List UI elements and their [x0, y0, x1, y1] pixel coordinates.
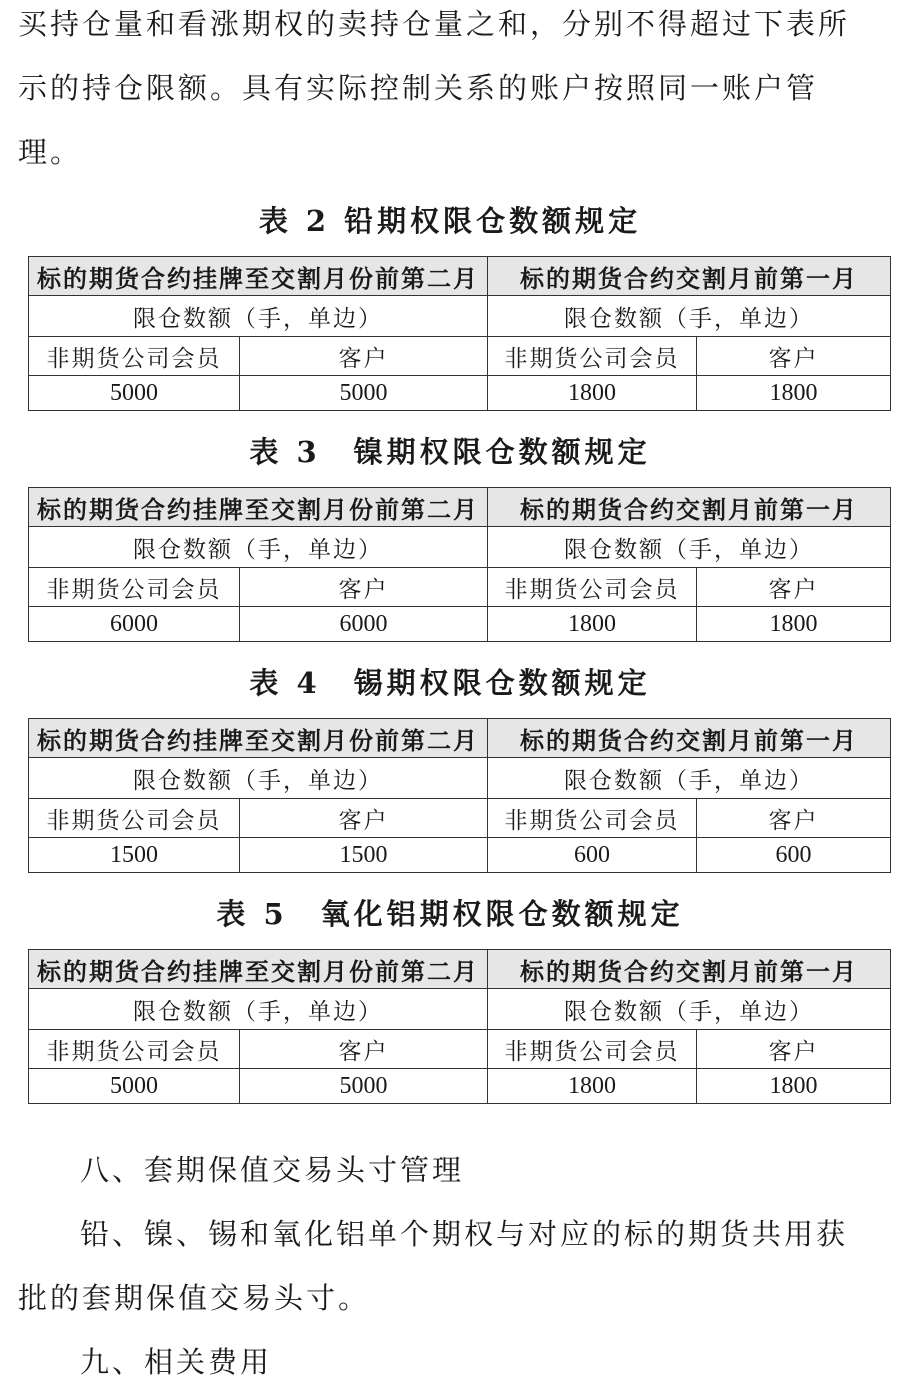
unit-cell: 限仓数额（手，单边） [29, 989, 488, 1030]
table-row [29, 989, 891, 1030]
unit-cell: 限仓数额（手，单边） [488, 989, 891, 1030]
table-row [29, 1069, 891, 1104]
intro-line-1: 买持仓量和看涨期权的卖持仓量之和，分别不得超过下表所 [18, 7, 851, 41]
column-label: 客户 [697, 799, 891, 838]
column-label: 非期货公司会员 [488, 799, 697, 838]
value-cell: 1800 [488, 607, 697, 642]
column-label: 客户 [240, 1030, 488, 1069]
column-label: 非期货公司会员 [488, 1030, 697, 1069]
table-2-lead-limits [28, 256, 891, 411]
column-label: 客户 [697, 337, 891, 376]
value-cell: 1500 [240, 838, 488, 873]
table-row [29, 719, 891, 758]
value-cell: 5000 [240, 1069, 488, 1104]
section-8-body-line-1: 铅、镍、锡和氧化铝单个期权与对应的标的期货共用获 [80, 1217, 849, 1251]
column-label: 非期货公司会员 [488, 568, 697, 607]
value-cell: 6000 [240, 607, 488, 642]
column-label: 客户 [697, 1030, 891, 1069]
unit-cell: 限仓数额（手，单边） [488, 296, 891, 337]
column-label: 客户 [240, 337, 488, 376]
table-4-tin-limits [28, 718, 891, 873]
value-cell: 6000 [29, 607, 240, 642]
header-cell: 标的期货合约挂牌至交割月份前第二月 [29, 257, 488, 296]
column-label: 客户 [240, 799, 488, 838]
table-3-nickel-limits [28, 487, 891, 642]
header-cell: 标的期货合约交割月前第一月 [488, 950, 891, 989]
value-cell: 600 [488, 838, 697, 873]
header-cell: 标的期货合约交割月前第一月 [488, 488, 891, 527]
unit-cell: 限仓数额（手，单边） [488, 527, 891, 568]
value-cell: 5000 [29, 376, 240, 411]
table-row [29, 257, 891, 296]
table-3-caption: 表 3 镍期权限仓数额规定 [249, 435, 651, 469]
unit-cell: 限仓数额（手，单边） [29, 527, 488, 568]
column-label: 非期货公司会员 [29, 799, 240, 838]
value-cell: 1800 [697, 1069, 891, 1104]
table-4-caption: 表 4 锡期权限仓数额规定 [249, 666, 651, 700]
value-cell: 5000 [29, 1069, 240, 1104]
table-5-caption: 表 5 氧化铝期权限仓数额规定 [216, 897, 684, 931]
section-9-heading: 九、相关费用 [80, 1345, 273, 1379]
table-row [29, 1030, 891, 1069]
intro-line-2: 示的持仓限额。具有实际控制关系的账户按照同一账户管 [18, 71, 819, 105]
table-row [29, 607, 891, 642]
table-row [29, 568, 891, 607]
column-label: 客户 [697, 568, 891, 607]
table-row [29, 337, 891, 376]
header-cell: 标的期货合约挂牌至交割月份前第二月 [29, 719, 488, 758]
intro-line-3: 理。 [18, 135, 83, 169]
header-cell: 标的期货合约挂牌至交割月份前第二月 [29, 488, 488, 527]
table-row [29, 488, 891, 527]
value-cell: 600 [697, 838, 891, 873]
header-cell: 标的期货合约挂牌至交割月份前第二月 [29, 950, 488, 989]
header-cell: 标的期货合约交割月前第一月 [488, 257, 891, 296]
value-cell: 1500 [29, 838, 240, 873]
value-cell: 1800 [488, 1069, 697, 1104]
section-8-heading: 八、套期保值交易头寸管理 [80, 1153, 465, 1187]
unit-cell: 限仓数额（手，单边） [29, 296, 488, 337]
table-row [29, 950, 891, 989]
table-row [29, 799, 891, 838]
value-cell: 1800 [697, 376, 891, 411]
column-label: 非期货公司会员 [29, 337, 240, 376]
unit-cell: 限仓数额（手，单边） [488, 758, 891, 799]
table-row [29, 758, 891, 799]
column-label: 非期货公司会员 [29, 1030, 240, 1069]
table-row [29, 527, 891, 568]
unit-cell: 限仓数额（手，单边） [29, 758, 488, 799]
value-cell: 1800 [697, 607, 891, 642]
value-cell: 1800 [488, 376, 697, 411]
section-8-body-line-2: 批的套期保值交易头寸。 [18, 1281, 371, 1315]
table-2-caption: 表 2 铅期权限仓数额规定 [258, 204, 642, 238]
table-row [29, 376, 891, 411]
table-row [29, 296, 891, 337]
table-5-alumina-limits [28, 949, 891, 1104]
value-cell: 5000 [240, 376, 488, 411]
column-label: 非期货公司会员 [29, 568, 240, 607]
column-label: 非期货公司会员 [488, 337, 697, 376]
table-row [29, 838, 891, 873]
column-label: 客户 [240, 568, 488, 607]
header-cell: 标的期货合约交割月前第一月 [488, 719, 891, 758]
